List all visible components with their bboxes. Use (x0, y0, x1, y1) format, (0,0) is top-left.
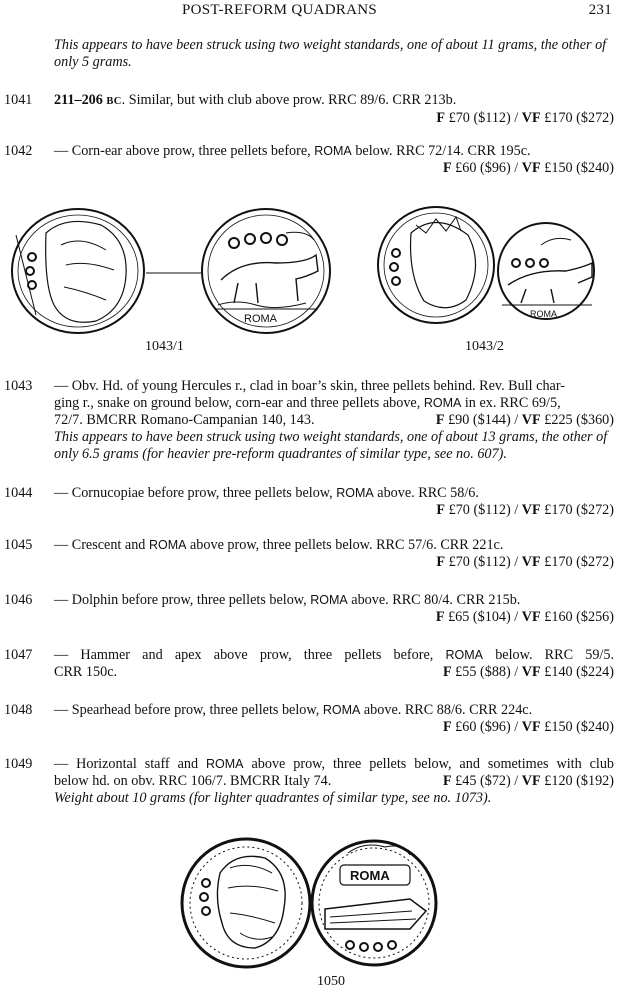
entry-text: — Spearhead before prow, three pellets below, (54, 702, 320, 718)
running-title: POST-REFORM QUADRANS (182, 2, 378, 18)
f-price: £90 ($144) / (448, 412, 519, 428)
vf-price: £140 ($224) (544, 664, 614, 680)
f-price: £70 ($112) / (448, 554, 519, 570)
entry-description (54, 395, 614, 412)
entry-text: below hd. on obv. RRC 106/7. BMCRR Italy 74. (54, 773, 332, 789)
legend-text: ROMA (310, 593, 348, 607)
f-price: £45 ($72) / (455, 773, 519, 789)
vf-price: £150 ($240) (544, 160, 614, 176)
running-head (0, 2, 618, 22)
legend-text: ROMA (148, 538, 187, 552)
vf-label: VF (521, 554, 541, 570)
entry-number: 1048 (4, 702, 33, 718)
intro-note: This appears to have been struck using two weight standards, one of about 11 grams, the other of only 5 grams. (54, 37, 607, 70)
vf-price: £170 ($272) (544, 554, 614, 570)
f-label: F (442, 160, 452, 176)
coin-1043-1-obverse (12, 209, 144, 333)
entry-note: Weight about 10 grams (for lighter quadrantes of similar type, see no. 1073). (54, 790, 492, 806)
entry-text: — Crescent and (54, 537, 146, 553)
entry-1042 (54, 143, 614, 177)
vf-label: VF (521, 160, 541, 176)
entry-description (54, 756, 614, 773)
vf-price: £225 ($360) (544, 412, 614, 428)
f-label: F (435, 412, 445, 428)
entry-price (54, 719, 614, 736)
vf-label: VF (521, 502, 541, 518)
entry-1041 (54, 92, 614, 127)
entry-number: 1044 (4, 485, 33, 501)
entry-number: 1047 (4, 647, 33, 663)
f-label: F (442, 773, 452, 789)
entry-text: above. RRC 88/6. CRR 224c. (363, 702, 533, 718)
coin-illustrations-1043 (6, 205, 618, 340)
legend-text: ROMA (423, 396, 462, 410)
entry-text: . Similar, but with club above prow. RRC 89/6. CRR 213b. (121, 92, 457, 108)
entry-number: 1041 (4, 92, 33, 108)
vf-label: VF (521, 412, 541, 428)
coin-1043-2-reverse (498, 223, 594, 319)
entry-description (54, 485, 614, 502)
entry-price (54, 160, 614, 177)
coin-legend: ROMA (350, 868, 390, 883)
entry-text: — Corn-ear above prow, three pellets before, (54, 143, 311, 159)
entry-price (54, 110, 614, 127)
vf-price: £170 ($272) (544, 110, 614, 126)
vf-label: VF (521, 609, 541, 625)
entry-1049 (54, 756, 614, 807)
entry-1046 (54, 592, 614, 626)
entry-text: above. RRC 80/4. CRR 215b. (351, 592, 521, 608)
f-label: F (435, 609, 445, 625)
entry-text: — Horizontal staff and (54, 756, 199, 772)
legend-text: ROMA (336, 486, 374, 500)
f-label: F (442, 664, 452, 680)
f-price: £70 ($112) / (448, 110, 519, 126)
f-price: £55 ($88) / (455, 664, 519, 680)
vf-label: VF (521, 773, 541, 789)
entry-text: above prow, three pellets below, and sometimes with club (251, 756, 615, 772)
legend-text: ROMA (445, 648, 484, 662)
f-price: £70 ($112) / (448, 502, 519, 518)
f-label: F (436, 554, 446, 570)
vf-price: £160 ($256) (544, 609, 614, 625)
entry-text: CRR 150c. (54, 664, 118, 680)
entry-text: — Cornucopiae before prow, three pellets below, (54, 485, 333, 501)
entry-text: above prow, three pellets below. RRC 57/6. CRR 221c. (190, 537, 504, 553)
entry-text: — Obv. Hd. of young Hercules r., clad in boar’s skin, three pellets behind. Rev. Bull char- (54, 378, 566, 394)
legend-text: ROMA (322, 703, 361, 717)
coin-legend: ROMA (530, 309, 557, 319)
coin-1043-1-reverse (202, 209, 330, 333)
vf-label: VF (521, 664, 541, 680)
f-price: £60 ($96) / (455, 160, 519, 176)
figure-caption: 1050 (317, 974, 345, 989)
entry-description (54, 647, 614, 664)
entry-text: ging r., snake on ground below, corn-ear and three pellets above, (54, 395, 421, 411)
entry-price (54, 773, 614, 790)
coin-1043-2-obverse (378, 207, 494, 323)
entry-price (54, 554, 614, 571)
entry-text: — Hammer and apex above prow, three pellets before, (54, 647, 434, 663)
f-label: F (436, 110, 446, 126)
vf-price: £170 ($272) (544, 502, 614, 518)
entry-description (54, 92, 614, 110)
entry-description (54, 702, 614, 719)
entry-description (54, 537, 614, 554)
figure-caption: 1043/1 (145, 339, 184, 354)
vf-price: £120 ($192) (544, 773, 614, 789)
entry-text: below. RRC 59/5. (495, 647, 615, 663)
entry-number: 1042 (4, 143, 33, 159)
coin-1050-obverse (182, 839, 310, 967)
coin-1050-reverse (312, 841, 436, 965)
entry-date: 211–206 (54, 92, 103, 108)
entry-text: in ex. RRC 69/5, (464, 395, 561, 411)
entry-era: BC (106, 96, 122, 107)
f-label: F (442, 719, 452, 735)
entry-text: below. RRC 72/14. CRR 195c. (355, 143, 531, 159)
entry-number: 1045 (4, 537, 33, 553)
entry-text: — Dolphin before prow, three pellets below, (54, 592, 307, 608)
entry-number: 1043 (4, 378, 33, 394)
vf-label: VF (521, 719, 541, 735)
vf-price: £150 ($240) (544, 719, 614, 735)
entry-1048 (54, 702, 614, 736)
coin-illustration-1050 (180, 833, 440, 973)
entry-1043 (54, 378, 614, 463)
legend-text: ROMA (314, 144, 352, 158)
f-label: F (436, 502, 446, 518)
page-number: 231 (588, 2, 612, 18)
entry-note: This appears to have been struck using two weight standards, one of about 13 grams, the other of only 6.5 grams (for heavier pre-reform quadrantes of similar type, see no. 607). (54, 429, 608, 462)
entry-text: above. RRC 58/6. (377, 485, 479, 501)
entry-description (54, 592, 614, 609)
legend-text: ROMA (206, 757, 244, 771)
entry-number: 1046 (4, 592, 33, 608)
coin-legend: ROMA (244, 313, 277, 325)
vf-label: VF (521, 110, 541, 126)
f-price: £65 ($104) / (448, 609, 519, 625)
entry-price (54, 609, 614, 626)
entry-price (54, 412, 614, 429)
entry-text: 72/7. BMCRR Romano-Campanian 140, 143. (54, 412, 315, 428)
f-price: £60 ($96) / (455, 719, 519, 735)
entry-price (54, 664, 614, 681)
figure-caption: 1043/2 (465, 339, 504, 354)
entry-description (54, 143, 614, 160)
entry-price (54, 502, 614, 519)
entry-number: 1049 (4, 756, 33, 772)
entry-1047 (54, 647, 614, 681)
entry-1045 (54, 537, 614, 571)
entry-1044 (54, 485, 614, 519)
